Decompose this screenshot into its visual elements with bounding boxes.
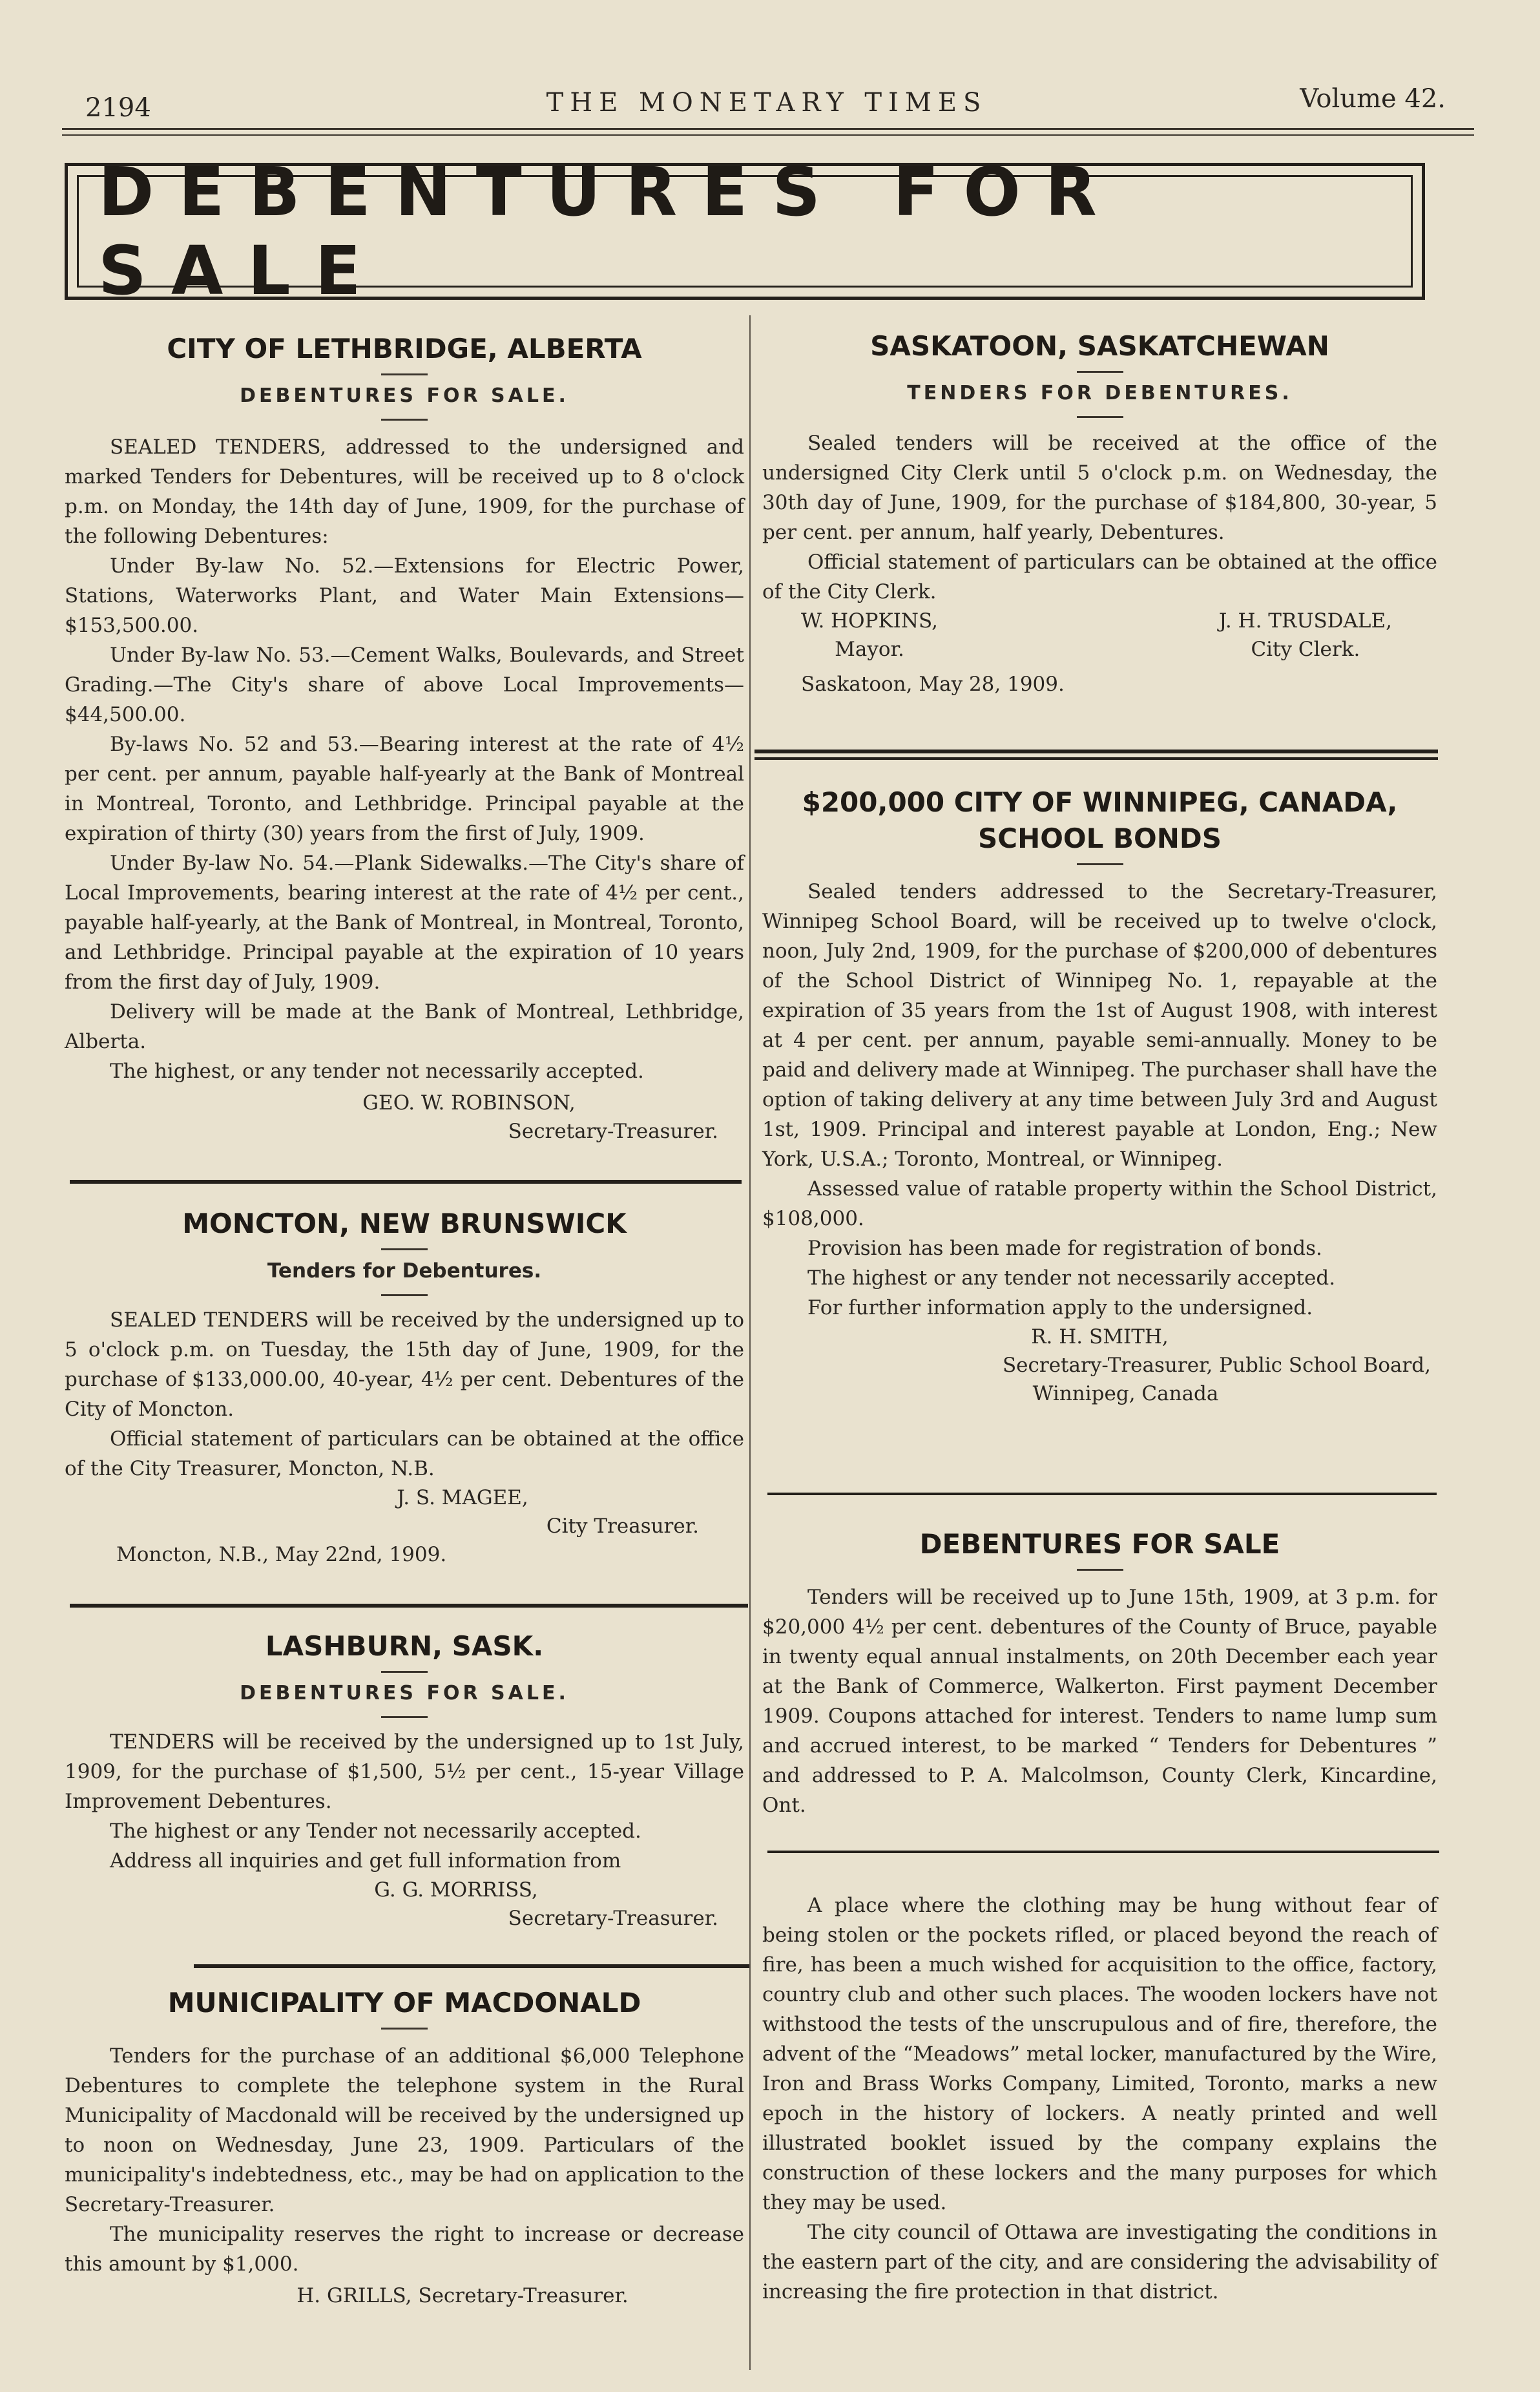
moncton-signature (65, 1484, 744, 1569)
running-header (65, 84, 1469, 123)
paragraph: A place where the clothing may be hung without fear of being stolen or the pockets rifled, or placed beyond the reach of fire, has been a much wished for acquisition to the office, factory, country club and other such places. The wooden lockers have not withstood the tests of the unscrupulous and of fire, therefore, the advent of the “Meadows” metal locker, manufactured by the Wire, Iron and Brass Works Company, Limited, Toronto, marks a new epoch in the history of lockers. A neatly printed and well illustrated booklet issued by the company explains the construction of these lockers and the many purposes for which they may be used. (762, 1894, 1437, 2214)
signature: H. GRILLS, Secretary-Treasurer. (297, 2284, 629, 2307)
paragraph: The city council of Ottawa are investigating the conditions in the eastern part of the city, and are considering the advisability of increasing the fire protection in that district. (762, 2221, 1437, 2303)
column-divider (749, 315, 751, 2370)
winnipeg-notice (762, 784, 1437, 1408)
header-rule (62, 128, 1474, 130)
dateline: Moncton, N.B., May 22nd, 1909. (116, 1543, 447, 1566)
paragraph: Official statement of particulars can be obtained at the office of the City Clerk. (762, 551, 1437, 603)
macdonald-notice (65, 1985, 744, 2310)
winnipeg-heading-line1: $200,000 CITY OF WINNIPEG, CANADA, (802, 786, 1398, 818)
saskatoon-heading: SASKATOON, SASKATCHEWAN (870, 330, 1329, 362)
heading-dash (1077, 371, 1123, 373)
moncton-subheading: Tenders for Debentures. (267, 1259, 542, 1283)
paragraph: The highest, or any tender not necessarily accepted. (110, 1060, 644, 1083)
masthead: THE MONETARY TIMES (546, 88, 988, 118)
signer-clerk (1219, 607, 1392, 664)
heading-dash (381, 1248, 428, 1250)
bruce-heading: DEBENTURES FOR SALE (919, 1528, 1280, 1560)
heading-dash (1077, 863, 1123, 865)
saskatoon-notice (762, 328, 1437, 698)
winnipeg-heading-line2: SCHOOL BONDS (978, 823, 1222, 854)
lashburn-heading: LASHBURN, SASK. (265, 1630, 544, 1662)
moncton-body (65, 1305, 744, 1484)
banner-inner-frame (77, 152, 1413, 310)
moncton-notice (65, 1206, 744, 1569)
bruce-notice (762, 1526, 1437, 1820)
saskatoon-body (762, 428, 1437, 607)
paragraph: Tenders will be received up to June 15th, 1909, at 3 p.m. for $20,000 4½ per cent. debentures of the County of Bruce, payable in twenty equal annual instalments, on 20th December each year at the Bank of Commerce, Walkerton. First payment December 1909. Coupons attached for interest. Tenders to name lump sum and accrued interest, to be marked “ Tenders for Debentures ” and addressed to P. A. Malcolmson, County Clerk, Kincardine, Ont. (762, 1586, 1437, 1817)
heading-dash (381, 373, 428, 375)
paragraph: Provision has been made for registration of bonds. (807, 1237, 1322, 1260)
section-rule (194, 1964, 749, 1968)
signature-name: R. H. SMITH, (1031, 1325, 1169, 1348)
banner-frame (65, 152, 1425, 310)
page-number: 2194 (85, 93, 151, 123)
signature-name: GEO. W. ROBINSON, (362, 1091, 576, 1115)
paragraph: For further information apply to the undersigned. (807, 1296, 1313, 1319)
saskatoon-signatures (762, 607, 1437, 664)
lethbridge-heading: CITY OF LETHBRIDGE, ALBERTA (167, 333, 642, 364)
signature-name: J. S. MAGEE, (397, 1486, 528, 1509)
bruce-body (762, 1582, 1437, 1820)
volume-label: Volume 42. (1300, 84, 1446, 114)
lashburn-signature (65, 1876, 744, 1933)
section-rule (754, 750, 1438, 753)
subheading-dash (381, 1716, 428, 1718)
paragraph: TENDERS will be received by the undersigned up to 1st July, 1909, for the purchase of $1,500, 5½ per cent., 15-year Village Improvement Debentures. (65, 1730, 744, 1813)
paragraph: Under By-law No. 54.—Plank Sidewalks.—The City's share of Local Improvements, bearing interest at the rate of 4½ per cent., payable half-yearly, at the Bank of Montreal, in Montreal, Toronto, and Lethbridge. Principal payable at the expiration of 10 years from the first day of July, 1909. (65, 852, 744, 994)
subheading-dash (1077, 416, 1123, 418)
paragraph: Address all inquiries and get full information from (110, 1849, 621, 1873)
paragraph: SEALED TENDERS, addressed to the undersigned and marked Tenders for Debentures, will be received up to 8 o'clock p.m. on Monday, the 14th day of June, 1909, for the purchase of the following Debentures: (65, 435, 744, 548)
signature-title: Secretary-Treasurer. (508, 1907, 718, 1930)
signer-name: W. HOPKINS, (801, 609, 938, 633)
winnipeg-body (762, 877, 1437, 1323)
macdonald-body (65, 2041, 744, 2279)
lethbridge-notice (65, 331, 744, 1146)
heading-dash (381, 2028, 428, 2030)
lethbridge-body (65, 432, 744, 1086)
lashburn-subheading: DEBENTURES FOR SALE. (240, 1682, 569, 1705)
lashburn-notice (65, 1628, 744, 1933)
section-rule-2 (754, 757, 1438, 760)
paragraph: The highest or any Tender not necessarily accepted. (110, 1820, 641, 1843)
paragraph: Official statement of particulars can be obtained at the office of the City Treasurer, Moncton, N.B. (65, 1427, 744, 1480)
paragraph: Tenders for the purchase of an additional $6,000 Telephone Debentures to complete the telephone system in the Rural Municipality of Macdonald will be received by the undersigned up to noon on Wednesday, June 23, 1909. Particulars of the municipality's indebtedness, etc., may be had on application to the Secretary-Treasurer. (65, 2044, 744, 2216)
paragraph: Sealed tenders addressed to the Secretary-Treasurer, Winnipeg School Board, will be received up to twelve o'clock, noon, July 2nd, 1909, for the purchase of $200,000 of debentures of the School District of Winnipeg No. 1, repayable at the expiration of 35 years from the 1st of August 1908, with interest at 4 per cent. per annum, payable semi-annually. Money to be paid and delivery made at Winnipeg. The purchaser shall have the option of taking delivery at any time between July 3rd and August 1st, 1909. Principal and interest payable at London, Eng.; New York, U.S.A.; Toronto, Montreal, or Winnipeg. (762, 880, 1437, 1171)
section-rule (70, 1604, 748, 1608)
heading-dash (1077, 1569, 1123, 1571)
signature-place: Winnipeg, Canada (1032, 1382, 1219, 1405)
signature-title: City Treasurer. (546, 1515, 699, 1538)
paragraph: Under By-law No. 52.—Extensions for Electric Power, Stations, Waterworks Plant, and Water Main Extensions—$153,500.00. (65, 554, 744, 637)
subheading-dash (381, 419, 428, 421)
section-rule (767, 1851, 1439, 1853)
paragraph: SEALED TENDERS will be received by the undersigned up to 5 o'clock p.m. on Tuesday, the 15th day of June, 1909, for the purchase of $133,000.00, 40-year, 4½ per cent. Debentures of the City of Moncton. (65, 1308, 744, 1421)
section-rule (767, 1493, 1437, 1495)
subheading-dash (381, 1294, 428, 1296)
macdonald-signature (65, 2282, 744, 2310)
signer-mayor (801, 607, 938, 664)
lethbridge-signature (65, 1089, 744, 1146)
paragraph: Delivery will be made at the Bank of Montreal, Lethbridge, Alberta. (65, 1000, 744, 1053)
signature-name: G. G. MORRISS, (374, 1878, 538, 1902)
lockers-body (762, 1891, 1437, 2307)
signer-title: Mayor. (835, 638, 904, 661)
section-rule (70, 1180, 742, 1184)
dateline: Saskatoon, May 28, 1909. (801, 673, 1065, 696)
moncton-heading: MONCTON, NEW BRUNSWICK (182, 1208, 627, 1239)
macdonald-heading: MUNICIPALITY OF MACDONALD (167, 1987, 641, 2019)
paragraph: Sealed tenders will be received at the office of the undersigned City Clerk until 5 o'clock p.m. on Wednesday, the 30th day of June, 1909, for the purchase of $184,800, 30-year, 5 per cent. per annum, half yearly, Debentures. (762, 432, 1437, 544)
header-rule-2 (62, 134, 1474, 136)
paragraph: Under By-law No. 53.—Cement Walks, Boulevards, and Street Grading.—The City's share of above Local Improvements—$44,500.00. (65, 644, 744, 726)
heading-dash (381, 1671, 428, 1673)
signer-name: J. H. TRUSDALE, (1218, 609, 1392, 633)
lockers-article (762, 1891, 1437, 2307)
lethbridge-subheading: DEBENTURES FOR SALE. (240, 384, 569, 407)
signature-title: Secretary-Treasurer, Public School Board, (1002, 1354, 1431, 1377)
paragraph: By-laws No. 52 and 53.—Bearing interest at the rate of 4½ per cent. per annum, payable half-yearly at the Bank of Montreal in Montreal, Toronto, and Lethbridge. Principal payable at the expiration of thirty (30) years from the first of July, 1909. (65, 733, 744, 845)
signature-title: Secretary-Treasurer. (508, 1120, 718, 1143)
winnipeg-signature (762, 1323, 1437, 1408)
paragraph: The municipality reserves the right to increase or decrease this amount by $1,000. (65, 2223, 744, 2276)
saskatoon-subheading: TENDERS FOR DEBENTURES. (907, 382, 1293, 404)
paragraph: The highest or any tender not necessarily accepted. (807, 1266, 1336, 1290)
paragraph: Assessed value of ratable property within the School District, $108,000. (762, 1177, 1437, 1230)
lashburn-body (65, 1727, 744, 1876)
signer-title: City Clerk. (1251, 638, 1360, 661)
banner-title: DEBENTURES FOR SALE (98, 152, 1121, 310)
